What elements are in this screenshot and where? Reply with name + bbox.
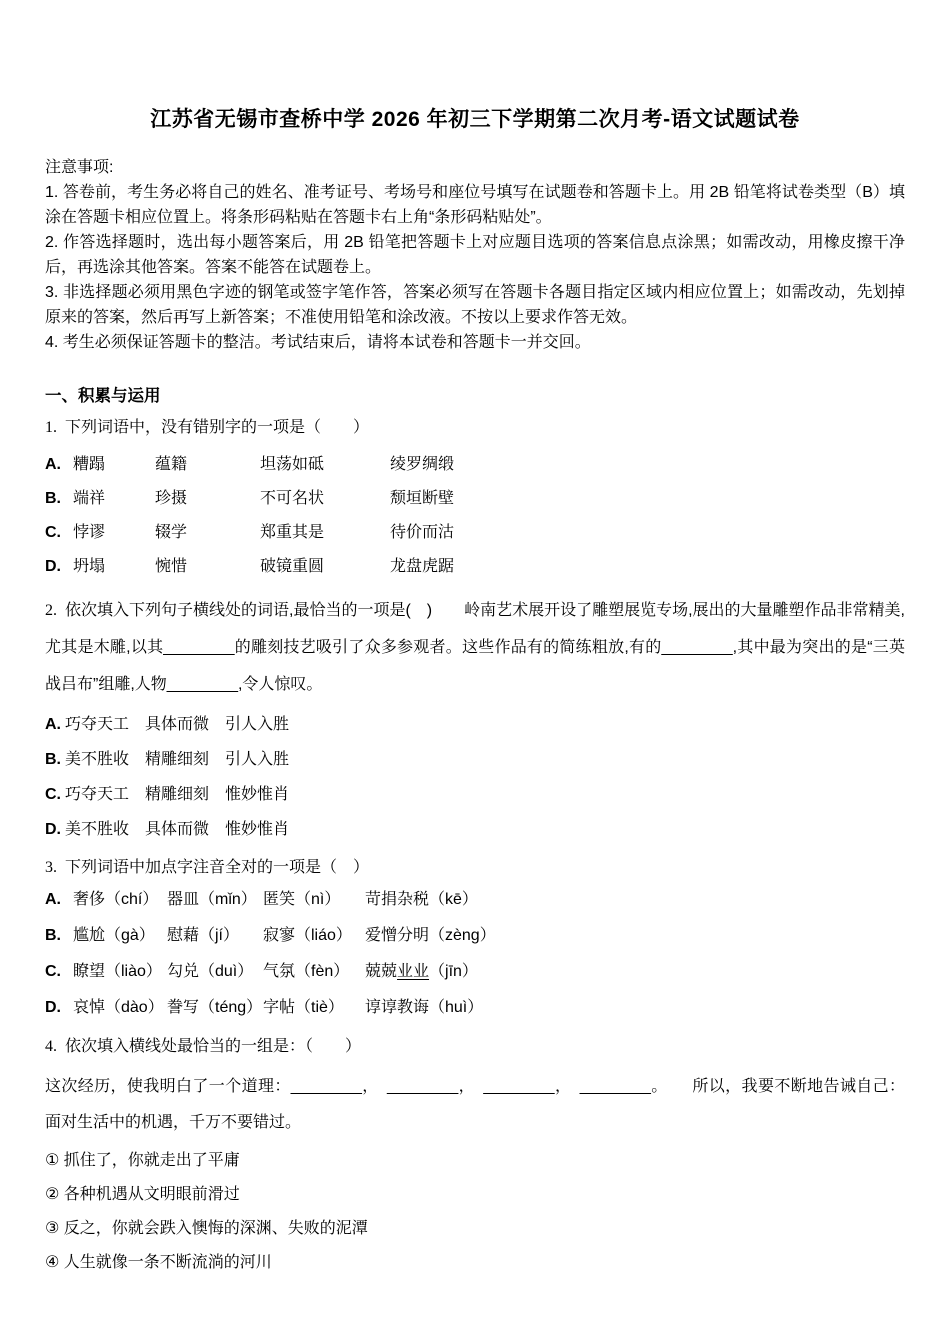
notice-item: 2. 作答选择题时，选出每小题答案后，用 2B 铅笔把答题卡上对应题目选项的答案信息点涂黑；如需改动，用橡皮擦干净后，再选涂其他答案。答案不能答在试题卷上。 bbox=[45, 234, 905, 276]
option-word: 兢兢业业（jīn） bbox=[365, 963, 478, 980]
option-word: 苛捐杂税（kē） bbox=[365, 891, 478, 908]
option-letter: B. bbox=[45, 751, 61, 768]
option-word: 郑重其是 bbox=[260, 524, 325, 541]
option-letter: C. bbox=[45, 524, 61, 541]
option-word: 坍塌 bbox=[73, 558, 106, 575]
section-heading: 一、积累与运用 bbox=[45, 387, 161, 405]
question-text: 下列词语中，没有错别字的一项是（ ） bbox=[65, 419, 370, 436]
question-number: 2. bbox=[45, 602, 57, 619]
question-4-stem bbox=[45, 1034, 905, 1059]
notice-item: 3. 非选择题必须用黑色字迹的钢笔或签字笔作答，答案必须写在答题卡各题目指定区域内相应位置上；如需改动，先划掉原来的答案，然后再写上新答案；不准使用铅笔和涂改液。不按以上要求作答无效。 bbox=[45, 284, 905, 326]
question-number: 4. bbox=[45, 1038, 57, 1055]
question-number: 1. bbox=[45, 419, 57, 436]
option-word: 爱憎分明（zèng） bbox=[365, 927, 496, 944]
option-letter: D. bbox=[45, 558, 61, 575]
option-word: 珍摄 bbox=[155, 490, 188, 507]
option-letter: B. bbox=[45, 490, 61, 507]
question-1-stem bbox=[45, 415, 905, 440]
option-word: 不可名状 bbox=[260, 490, 325, 507]
option-text: 美不胜收 具体而微 惟妙惟肖 bbox=[65, 821, 290, 838]
option-row bbox=[45, 962, 905, 982]
option-word: 慰藉（jí） bbox=[167, 927, 240, 944]
option-text: 巧夺天工 精雕细刻 惟妙惟肖 bbox=[65, 786, 290, 803]
option-text: 美不胜收 精雕细刻 引人入胜 bbox=[65, 751, 290, 768]
question-4-items bbox=[45, 1151, 905, 1273]
option-word: 器皿（mǐn） bbox=[167, 891, 257, 908]
option-word: 气氛（fèn） bbox=[263, 963, 350, 980]
option-word: 匿笑（nì） bbox=[263, 891, 341, 908]
question-text: 依次填入横线处最恰当的一组是：（ ） bbox=[65, 1038, 362, 1055]
page-title: 江苏省无锡市查桥中学 2026 年初三下学期第二次月考-语文试题试卷 bbox=[150, 108, 800, 131]
option-word: 糟蹋 bbox=[73, 456, 106, 473]
option-word: 坦荡如砥 bbox=[260, 456, 325, 473]
option-word: 颓垣断壁 bbox=[390, 490, 455, 507]
question-text: 下列词语中加点字注音全对的一项是（ ） bbox=[65, 859, 370, 876]
option-letter: C. bbox=[45, 786, 61, 803]
list-item: ③ 反之，你就会跌入懊悔的深渊、失败的泥潭 bbox=[45, 1220, 368, 1237]
option-row bbox=[45, 750, 905, 769]
option-row bbox=[45, 926, 905, 946]
option-row bbox=[45, 524, 905, 542]
option-word: 绫罗绸缎 bbox=[390, 456, 455, 473]
option-word: 惋惜 bbox=[155, 558, 188, 575]
option-word: 破镜重圆 bbox=[260, 558, 325, 575]
option-letter: C. bbox=[45, 963, 61, 980]
option-row bbox=[45, 490, 905, 508]
notice-item: 4. 考生必须保证答题卡的整洁。考试结束后，请将本试卷和答题卡一并交回。 bbox=[45, 334, 591, 351]
list-item: ① 抓住了，你就走出了平庸 bbox=[45, 1152, 240, 1169]
option-word: 蕴籍 bbox=[155, 456, 188, 473]
list-item: ④ 人生就像一条不断流淌的河川 bbox=[45, 1254, 272, 1271]
option-row bbox=[45, 785, 905, 804]
notice-section bbox=[45, 155, 905, 355]
notice-heading: 注意事项: bbox=[45, 159, 114, 176]
option-word: 瞭望（liào） bbox=[73, 963, 162, 980]
option-row bbox=[45, 820, 905, 839]
option-letter: D. bbox=[45, 821, 61, 838]
option-letter: A. bbox=[45, 716, 61, 733]
question-3-stem bbox=[45, 855, 905, 880]
question-2-stem bbox=[45, 592, 905, 703]
option-word: 待价而沽 bbox=[390, 524, 455, 541]
option-letter: B. bbox=[45, 927, 61, 944]
option-word: 悖谬 bbox=[73, 524, 106, 541]
option-word: 哀悼（dào） bbox=[73, 999, 164, 1016]
option-letter: A. bbox=[45, 456, 61, 473]
option-word: 尴尬（gà） bbox=[73, 927, 155, 944]
option-letter: D. bbox=[45, 999, 61, 1016]
question-number: 3. bbox=[45, 859, 57, 876]
question-1-options bbox=[45, 456, 905, 576]
option-row bbox=[45, 890, 905, 910]
option-letter: A. bbox=[45, 891, 61, 908]
question-2-options bbox=[45, 715, 905, 839]
option-row bbox=[45, 456, 905, 474]
option-text: 巧夺天工 具体而微 引人入胜 bbox=[65, 716, 290, 733]
option-row bbox=[45, 998, 905, 1018]
option-word: 寂寥（liáo） bbox=[263, 927, 352, 944]
option-word: 誊写（téng） bbox=[167, 999, 263, 1016]
option-word: 谆谆教诲（huì） bbox=[365, 999, 484, 1016]
question-4-body: 这次经历，使我明白了一个道理：________， ________， ________， ________。 所以，我要不断地告诫自己：面对生活中的机遇，千万不要错过。 bbox=[45, 1078, 905, 1131]
list-item: ② 各种机遇从文明眼前滑过 bbox=[45, 1186, 240, 1203]
notice-item: 1. 答卷前，考生务必将自己的姓名、准考证号、考场号和座位号填写在试题卷和答题卡上。用 2B 铅笔将试卷类型（B）填涂在答题卡相应位置上。将条形码粘贴在答题卡右上角“条形码粘贴处”。 bbox=[45, 184, 905, 226]
option-word: 辍学 bbox=[155, 524, 188, 541]
question-text: 依次填入下列句子横线处的词语,最恰当的一项是( ) 岭南艺术展开设了雕塑展览专场,展出的大量雕塑作品非常精美,尤其是木雕,以其________的雕刻技艺吸引了众多参观者。这些作品有的简练粗放,有的________,其中最为突出的是“三英战吕布”组雕,人物________,令人惊叹。 bbox=[45, 602, 905, 693]
option-word: 字帖（tiè） bbox=[263, 999, 344, 1016]
option-row bbox=[45, 715, 905, 734]
option-row bbox=[45, 558, 905, 576]
option-word: 端祥 bbox=[73, 490, 106, 507]
question-3-options bbox=[45, 890, 905, 1018]
option-word: 勾兑（duì） bbox=[167, 963, 254, 980]
option-word: 龙盘虎踞 bbox=[390, 558, 455, 575]
option-word: 奢侈（chí） bbox=[73, 891, 159, 908]
